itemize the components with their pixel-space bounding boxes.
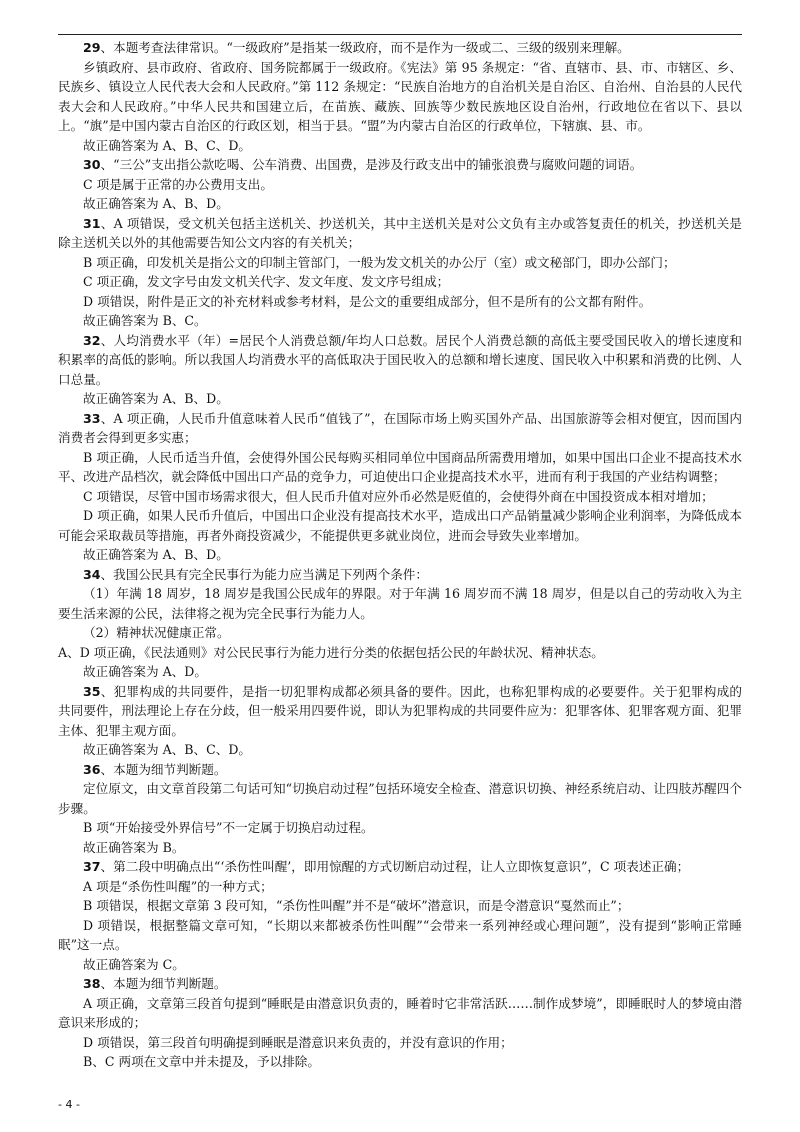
question-paragraph	[58, 565, 742, 585]
paragraph-text: 故正确答案为 A、B、D。	[83, 391, 229, 406]
paragraph-text: B 项“开始接受外界信号”不一定属于切换启动过程。	[83, 820, 374, 835]
paragraph-text: 乡镇政府、县市政府、省政府、国务院都属于一级政府。《宪法》第 95 条规定：“省、直辖市、县、市、市辖区、乡、民族乡、镇设立人民代表大会和人民政府。”第 112 条规定：“民族自治地方的自治机关是自治区、自治州、自治县的人民代表大会和人民政府。”中华人民共和国建立后，在苗族、藏族、回族等少数民族地区设自治州，行政地位在省以下、县以上。“旗”是中国内蒙古自治区的行政区划，相当于县。“盟”为内蒙古自治区的行政单位，下辖旗、县、市。	[58, 59, 742, 133]
question-paragraph	[58, 760, 742, 780]
question-paragraph	[58, 682, 742, 741]
header-rule	[58, 34, 742, 35]
paragraph-text: （1）年满 18 周岁，18 周岁是我国公民成年的界限。对于年满 16 周岁而不满 18 周岁，但是以自己的劳动收入为主要生活来源的公民，法律将之视为完全民事行为能力人。	[58, 586, 742, 621]
paragraph-text: 故正确答案为 A、D。	[83, 664, 207, 679]
explanation-paragraph	[58, 292, 742, 312]
paragraph-text: C 项错误，尽管中国市场需求很大，但人民币升值对应外币必然是贬值的，会使得外商在中国投资成本相对增加；	[83, 488, 714, 504]
question-paragraph	[58, 331, 742, 390]
explanation-paragraph	[58, 272, 742, 292]
paragraph-text: 故正确答案为 A、B、D。	[83, 547, 229, 562]
paragraph-text: D 项错误，第三段首句明确提到睡眠是潜意识来负责的，并没有意识的作用；	[83, 1034, 513, 1050]
explanation-paragraph	[58, 389, 742, 409]
question-number: 29	[83, 40, 101, 55]
paragraph-text: 、犯罪构成的共同要件，是指一切犯罪构成都必须具备的要件。因此，也称犯罪构成的必要要件。关于犯罪构成的共同要件，刑法理论上存在分歧，但一般采用四要件说，即认为犯罪构成的共同要件应为：犯罪客体、犯罪客观方面、犯罪主体、犯罪主观方面。	[58, 683, 742, 738]
paragraph-text: B 项错误，根据文章第 3 段可知，“杀伤性叫醒”并不是“破坏”潜意识，而是令潜意识“戛然而止”；	[83, 898, 630, 913]
explanation-paragraph	[58, 994, 742, 1033]
answer-explanations	[58, 38, 742, 1072]
paragraph-text: 定位原文，由文章首段第二句话可知“切换启动过程”包括环境安全检查、潜意识切换、神经系统启动、让四肢苏醒四个步骤。	[58, 781, 742, 816]
question-number: 30	[83, 157, 101, 172]
question-number: 34	[83, 566, 101, 582]
question-paragraph	[58, 974, 742, 994]
explanation-paragraph	[58, 896, 742, 916]
paragraph-text: 故正确答案为 B。	[83, 839, 185, 855]
paragraph-text: 、A 项错误，受文机关包括主送机关、抄送机关，其中主送机关是对公文负有主办或答复责任的机关，抄送机关是除主送机关以外的其他需要告知公文内容的有关机关；	[58, 215, 742, 250]
paragraph-text: 故正确答案为 A、B、C、D。	[83, 742, 252, 757]
explanation-paragraph	[58, 506, 742, 545]
paragraph-text: （2）精神状况健康正常。	[83, 625, 230, 640]
paragraph-text: 、本题为细节判断题。	[100, 761, 227, 777]
question-paragraph	[58, 155, 742, 175]
explanation-paragraph	[58, 253, 742, 273]
question-number: 35	[83, 683, 101, 699]
paragraph-text: 、本题为细节判断题。	[100, 976, 227, 991]
explanation-paragraph	[58, 955, 742, 975]
paragraph-text: A 项是“杀伤性叫醒”的一种方式；	[83, 878, 273, 894]
paragraph-text: A 项正确，文章第三段首句提到“睡眠是由潜意识负责的，睡着时它非常活跃……制作成梦境”，即睡眠时人的梦境由潜意识来形成的；	[58, 995, 742, 1030]
paragraph-text: 、我国公民具有完全民事行为能力应当满足下列两个条件：	[100, 566, 428, 582]
question-number: 33	[83, 410, 101, 426]
paragraph-text: B、C 两项在文章中并未提及，予以排除。	[83, 1054, 320, 1069]
paragraph-text: C 项是属于正常的办公费用支出。	[83, 176, 273, 192]
paragraph-text: 、A 项正确，人民币升值意味着人民币“值钱了”，在国际市场上购买国外产品、出国旅游等会相对便宜，因而国内消费者会得到更多实惠；	[58, 410, 742, 445]
explanation-paragraph	[58, 1033, 742, 1053]
paragraph-text: A、D 项正确，《民法通则》对公民民事行为能力进行分类的依据包括公民的年龄状况、精神状态。	[58, 644, 604, 660]
explanation-paragraph	[58, 740, 742, 760]
question-paragraph	[58, 38, 742, 58]
explanation-paragraph	[58, 487, 742, 507]
explanation-paragraph	[58, 175, 742, 195]
paragraph-text: D 项正确，如果人民币升值后，中国出口企业没有提高技术水平，造成出口产品销量减少影响企业利润率，为降低成本可能会采取裁员等措施，再者外商投资减少，不能提供更多就业岗位，进而会导致失业率增加。	[58, 508, 742, 543]
paragraph-text: D 项错误，根据整篇文章可知，“长期以来都被杀伤性叫醒”“会带来一系列神经或心理问题”，没有提到“影响正常睡眠”这一点。	[58, 917, 742, 952]
paragraph-text: 故正确答案为 A、B、D。	[83, 196, 229, 211]
explanation-paragraph	[58, 194, 742, 214]
paragraph-text: C 项正确，发文字号由发文机关代字、发文年度、发文序号组成；	[83, 274, 450, 289]
question-number: 37	[83, 859, 101, 874]
question-number: 36	[83, 761, 101, 777]
explanation-paragraph	[58, 779, 742, 818]
question-paragraph	[58, 857, 742, 877]
explanation-paragraph	[58, 643, 742, 663]
explanation-paragraph	[58, 584, 742, 623]
paragraph-text: 、“三公”支出指公款吃喝、公车消费、出国费，是涉及行政支出中的铺张浪费与腐败问题的词语。	[100, 157, 643, 172]
explanation-paragraph	[58, 311, 742, 331]
paragraph-text: 、本题考查法律常识。“一级政府”是指某一级政府，而不是作为一级或二、三级的级别来理解。	[100, 40, 630, 55]
question-paragraph	[58, 409, 742, 448]
question-paragraph	[58, 214, 742, 253]
paragraph-text: D 项错误，附件是正文的补充材料或参考材料，是公文的重要组成部分，但不是所有的公文都有附件。	[83, 293, 652, 309]
paragraph-text: B 项正确，印发机关是指公文的印制主管部门，一般为发文机关的办公厅（室）或文秘部门，即办公部门；	[83, 254, 676, 270]
explanation-paragraph	[58, 838, 742, 858]
question-number: 32	[83, 332, 101, 348]
explanation-paragraph	[58, 58, 742, 136]
question-number: 31	[83, 215, 101, 231]
explanation-paragraph	[58, 448, 742, 487]
question-number: 38	[83, 976, 101, 991]
paragraph-text: 故正确答案为 C。	[83, 956, 185, 972]
paragraph-text: 、人均消费水平（年）=居民个人消费总额/年均人口总数。居民个人消费总额的高低主要受国民收入的增长速度和积累率的高低的影响。所以我国人均消费水平的高低取决于国民收入的总额和增长速度、国民收入中积累和消费的比例、人口总量。	[58, 332, 742, 387]
paragraph-text: B 项正确，人民币适当升值，会使得外国公民每购买相同单位中国商品所需费用增加，如果中国出口企业不提高技术水平、改进产品档次，就会降低中国出口产品的竞争力，可迫使出口企业提高技术水平，进而有利于我国的产业结构调整；	[58, 449, 742, 484]
paragraph-text: 故正确答案为 B、C。	[83, 313, 207, 328]
explanation-paragraph	[58, 1052, 742, 1072]
explanation-paragraph	[58, 877, 742, 897]
paragraph-text: 故正确答案为 A、B、C、D。	[83, 137, 252, 153]
explanation-paragraph	[58, 545, 742, 565]
explanation-paragraph	[58, 818, 742, 838]
page-number: - 4 -	[58, 1098, 80, 1111]
explanation-paragraph	[58, 623, 742, 643]
explanation-paragraph	[58, 916, 742, 955]
explanation-paragraph	[58, 662, 742, 682]
paragraph-text: 、第二段中明确点出“‘杀伤性叫醒’，即用惊醒的方式切断启动过程，让人立即恢复意识”，C 项表述正确；	[100, 859, 690, 874]
explanation-paragraph	[58, 136, 742, 156]
